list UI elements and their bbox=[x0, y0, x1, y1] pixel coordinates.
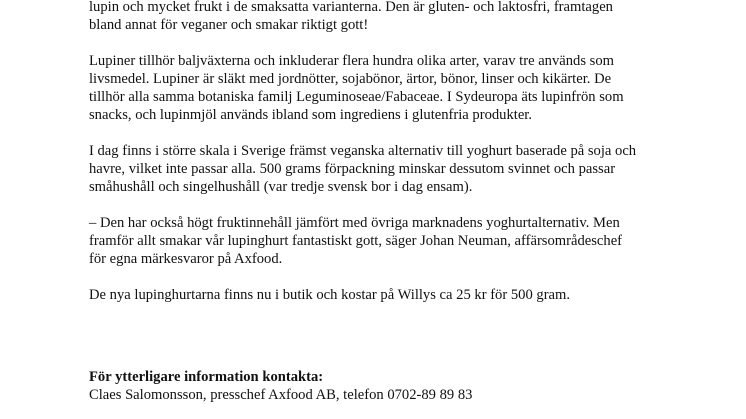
paragraph-intro bbox=[89, 0, 729, 34]
paragraph-availability bbox=[89, 286, 729, 304]
text-line: bland annat för veganer och smakar riktigt gott! bbox=[89, 17, 369, 33]
text-line: livsmedel. Lupiner är släkt med jordnötter, sojabönor, ärtor, bönor, linser och kikärter. De bbox=[89, 71, 612, 87]
text-line: småhushåll och singelhushåll (var tredje svensk bor i dag ensam). bbox=[89, 179, 473, 195]
text-line: De nya lupinghurtarna finns nu i butik och kostar på Willys ca 25 kr för 500 gram. bbox=[89, 287, 571, 303]
paragraph-market bbox=[89, 142, 729, 196]
contact-person: Claes Salomonsson, presschef Axfood AB, telefon 0702-89 89 83 bbox=[89, 387, 473, 403]
text-line: framför allt smakar vår lupinghurt fantastiskt gott, säger Johan Neuman, affärsområdeschef bbox=[89, 233, 623, 249]
text-line: Lupiner tillhör baljväxterna och inkluderar flera hundra olika arter, varav tre används som bbox=[89, 53, 614, 69]
text-line: lupin och mycket frukt i de smaksatta varianterna. Den är gluten- och laktosfri, framtagen bbox=[89, 0, 613, 15]
text-line: tillhör alla samma botaniska familj Leguminoseae/Fabaceae. I Sydeuropa äts lupinfrön som bbox=[89, 89, 624, 105]
paragraph-lupin bbox=[89, 52, 729, 124]
contact-heading: För ytterligare information kontakta: bbox=[89, 369, 324, 385]
document-page bbox=[89, 0, 729, 404]
text-line: – Den har också högt fruktinnehåll jämfört med övriga marknadens yoghurtalternativ. Men bbox=[89, 215, 620, 231]
text-line: I dag finns i större skala i Sverige främst veganska alternativ till yoghurt baserade på soja och bbox=[89, 143, 637, 159]
paragraph-quote bbox=[89, 214, 729, 268]
text-line: för egna märkesvaror på Axfood. bbox=[89, 251, 283, 267]
contact-block bbox=[89, 368, 729, 404]
text-line: havre, vilket inte passar alla. 500 grams förpackning minskar dessutom svinnet och passar bbox=[89, 161, 616, 177]
text-line: snacks, och lupinmjöl används ibland som ingrediens i glutenfria produkter. bbox=[89, 107, 532, 123]
